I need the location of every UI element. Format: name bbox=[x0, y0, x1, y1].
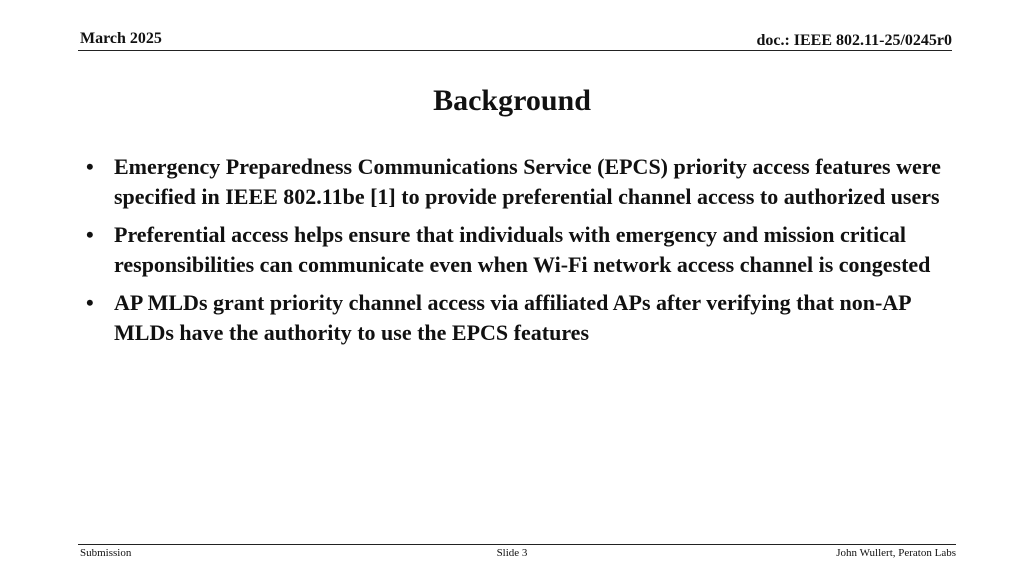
bullet-dot-icon: • bbox=[86, 222, 94, 247]
slide-title: Background bbox=[433, 84, 591, 117]
header-divider bbox=[78, 50, 952, 51]
bullet-dot-icon: • bbox=[86, 290, 94, 315]
bullet-text: Emergency Preparedness Communications Service (EPCS) priority access features were specified in IEEE 802.11be [1] to provide preferential channel access to authorized users bbox=[114, 154, 941, 209]
footer-slide-number: Slide 3 bbox=[496, 547, 528, 559]
bullet-item bbox=[86, 288, 946, 348]
bullet-dot-icon: • bbox=[86, 154, 94, 179]
bullet-item bbox=[86, 152, 946, 212]
bullet-text: AP MLDs grant priority channel access via affiliated APs after verifying that non-AP MLDs have the authority to use the EPCS features bbox=[114, 290, 911, 345]
bullet-text: Preferential access helps ensure that individuals with emergency and mission critical responsibilities can communicate even when Wi-Fi network access channel is congested bbox=[114, 222, 931, 277]
header-doc-id: doc.: IEEE 802.11-25/0245r0 bbox=[756, 32, 952, 49]
footer-divider bbox=[78, 544, 956, 545]
header-date: March 2025 bbox=[80, 30, 162, 47]
bullet-item bbox=[86, 220, 946, 280]
bullet-list bbox=[86, 152, 946, 356]
footer-author: John Wullert, Peraton Labs bbox=[836, 547, 956, 559]
footer-submission: Submission bbox=[80, 547, 132, 559]
